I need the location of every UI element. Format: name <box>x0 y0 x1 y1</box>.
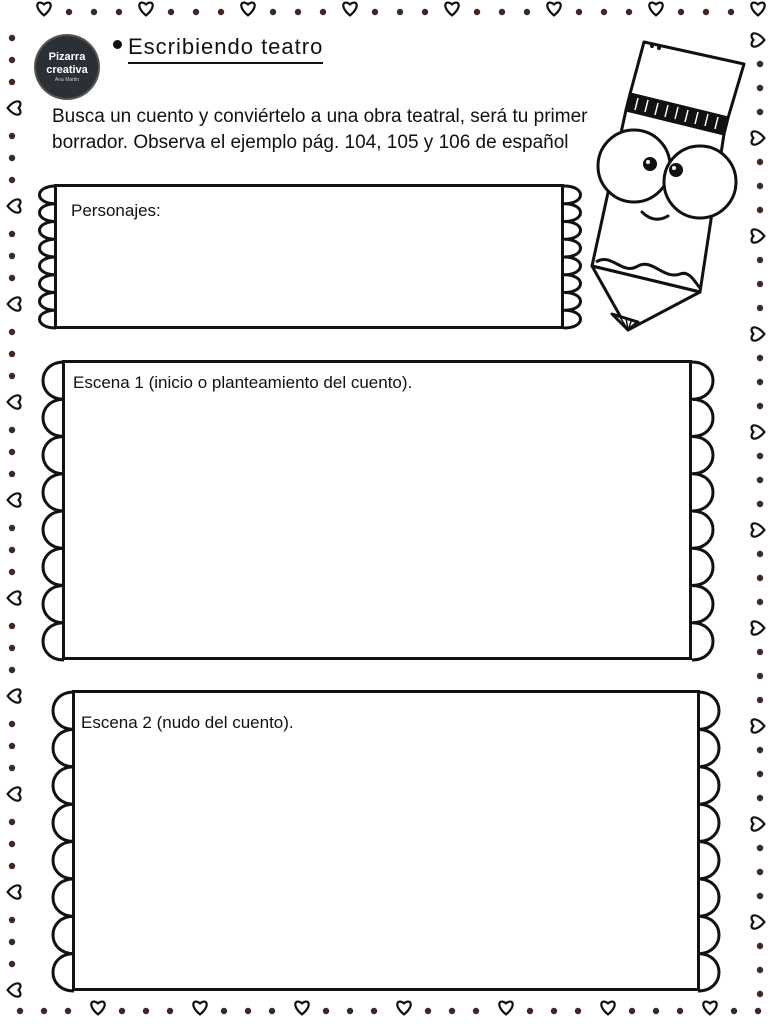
border-dot <box>9 645 15 651</box>
heart-icon <box>752 915 765 928</box>
heart-icon <box>193 1002 206 1015</box>
border-dot <box>119 1008 125 1014</box>
border-dot <box>9 721 15 727</box>
logo-line-1: Pizarra <box>48 50 86 63</box>
border-dot <box>757 575 763 581</box>
heart-icon <box>8 395 21 408</box>
border-dot <box>703 9 709 15</box>
heart-icon <box>8 689 21 702</box>
border-dot <box>9 35 15 41</box>
border-dot <box>9 765 15 771</box>
personajes-box[interactable] <box>54 184 564 329</box>
border-dot <box>9 569 15 575</box>
border-dot <box>9 863 15 869</box>
border-dot <box>9 427 15 433</box>
border-dot <box>372 9 378 15</box>
border-dot <box>245 1008 251 1014</box>
border-dot <box>9 57 15 63</box>
escena2-label: Escena 2 (nudo del cuento). <box>81 713 294 732</box>
border-dot <box>116 9 122 15</box>
border-dot <box>9 177 15 183</box>
border-dot <box>757 673 763 679</box>
heart-icon <box>397 1002 410 1015</box>
border-dot <box>9 155 15 161</box>
border-dot <box>757 697 763 703</box>
border-dot <box>9 253 15 259</box>
border-dot <box>9 471 15 477</box>
border-dot <box>9 961 15 967</box>
border-dot <box>677 1008 683 1014</box>
border-dot <box>9 449 15 455</box>
instructions-line-1: Busca un cuento y conviértelo a una obra teatral, será tu primer <box>52 106 588 127</box>
heart-icon <box>8 787 21 800</box>
heart-icon <box>241 3 254 16</box>
border-dot <box>9 231 15 237</box>
border-dot <box>347 1008 353 1014</box>
border-dot <box>371 1008 377 1014</box>
escena1-label: Escena 1 (inicio o planteamiento del cuento). <box>73 373 413 392</box>
heart-icon <box>752 229 765 242</box>
heart-icon <box>91 1002 104 1015</box>
instructions-line-2: borrador. Observa el ejemplo pág. 104, 105 y 106 de español <box>52 132 569 153</box>
border-dot <box>757 747 763 753</box>
heart-icon <box>445 3 458 16</box>
heart-icon <box>8 101 21 114</box>
heart-icon <box>649 3 662 16</box>
border-dot <box>9 133 15 139</box>
border-dot <box>320 9 326 15</box>
border-dot <box>757 795 763 801</box>
heart-icon <box>752 131 765 144</box>
border-dot <box>757 551 763 557</box>
border-dot <box>474 9 480 15</box>
border-dot <box>757 477 763 483</box>
border-dot <box>323 1008 329 1014</box>
heart-icon <box>601 1002 614 1015</box>
border-dot <box>731 1008 737 1014</box>
border-dot <box>9 623 15 629</box>
page-title: Escribiendo teatro <box>128 34 323 64</box>
border-dot <box>757 207 763 213</box>
title-bullet <box>113 40 122 49</box>
border-dot <box>757 305 763 311</box>
border-dot <box>9 819 15 825</box>
border-dot <box>629 1008 635 1014</box>
border-dot <box>757 403 763 409</box>
heart-icon <box>752 327 765 340</box>
heart-icon <box>8 983 21 996</box>
border-dot <box>757 453 763 459</box>
escena1-box[interactable] <box>62 360 692 660</box>
border-dot <box>755 1008 761 1014</box>
heart-icon <box>752 33 765 46</box>
border-dot <box>576 9 582 15</box>
border-dot <box>757 943 763 949</box>
border-dot <box>757 257 763 263</box>
border-dot <box>601 9 607 15</box>
border-dot <box>9 667 15 673</box>
border-dot <box>653 1008 659 1014</box>
border-dot <box>626 9 632 15</box>
border-dot <box>295 9 301 15</box>
instructions <box>52 104 602 156</box>
border-dot <box>757 61 763 67</box>
border-dot <box>524 9 530 15</box>
border-dot <box>9 79 15 85</box>
border-dot <box>397 9 403 15</box>
heart-icon <box>499 1002 512 1015</box>
border-dot <box>66 9 72 15</box>
heart-icon <box>752 719 765 732</box>
logo-line-2: creativa <box>46 63 88 76</box>
border-dot <box>91 9 97 15</box>
personajes-label: Personajes: <box>71 201 161 220</box>
border-dot <box>757 845 763 851</box>
border-dot <box>65 1008 71 1014</box>
border-dot <box>193 9 199 15</box>
border-dot <box>757 85 763 91</box>
border-dot <box>41 1008 47 1014</box>
border-dot <box>757 159 763 165</box>
border-dot <box>143 1008 149 1014</box>
border-dot <box>9 275 15 281</box>
logo-line-3: Ana Martin <box>54 76 80 83</box>
border-dot <box>757 869 763 875</box>
border-dot <box>218 9 224 15</box>
heart-icon <box>139 3 152 16</box>
heart-icon <box>8 493 21 506</box>
heart-icon <box>752 817 765 830</box>
border-dot <box>527 1008 533 1014</box>
border-dot <box>449 1008 455 1014</box>
heart-icon <box>752 425 765 438</box>
border-dot <box>757 893 763 899</box>
heart-icon <box>752 523 765 536</box>
border-dot <box>757 355 763 361</box>
border-dot <box>9 547 15 553</box>
heart-icon <box>8 591 21 604</box>
border-dot <box>9 525 15 531</box>
border-dot <box>757 599 763 605</box>
border-dot <box>757 379 763 385</box>
border-dot <box>9 841 15 847</box>
border-dot <box>9 373 15 379</box>
border-dot <box>757 109 763 115</box>
border-dot <box>728 9 734 15</box>
heart-icon <box>295 1002 308 1015</box>
border-dot <box>422 9 428 15</box>
border-dot <box>757 771 763 777</box>
border-dot <box>9 329 15 335</box>
pencil-character-icon <box>582 30 752 340</box>
border-dot <box>551 1008 557 1014</box>
border-dot <box>757 281 763 287</box>
border-dot <box>499 9 505 15</box>
border-dot <box>269 1008 275 1014</box>
heart-icon <box>37 3 50 16</box>
heart-icon <box>703 1002 716 1015</box>
border-dot <box>9 351 15 357</box>
border-dot <box>168 9 174 15</box>
border-dot <box>9 939 15 945</box>
border-dot <box>425 1008 431 1014</box>
border-dot <box>17 1008 23 1014</box>
border-dot <box>270 9 276 15</box>
heart-icon <box>751 3 764 16</box>
border-dot <box>167 1008 173 1014</box>
border-dot <box>757 183 763 189</box>
escena2-box[interactable] <box>72 690 700 991</box>
heart-icon <box>8 199 21 212</box>
heart-icon <box>547 3 560 16</box>
heart-icon <box>343 3 356 16</box>
heart-icon <box>752 621 765 634</box>
border-dot <box>473 1008 479 1014</box>
border-dot <box>678 9 684 15</box>
heart-icon <box>8 885 21 898</box>
border-dot <box>757 991 763 997</box>
heart-icon <box>8 297 21 310</box>
border-dot <box>757 501 763 507</box>
border-dot <box>575 1008 581 1014</box>
border-dot <box>9 743 15 749</box>
border-dot <box>757 649 763 655</box>
border-dot <box>757 967 763 973</box>
pizarra-creativa-logo <box>36 36 98 98</box>
border-dot <box>9 917 15 923</box>
border-dot <box>221 1008 227 1014</box>
